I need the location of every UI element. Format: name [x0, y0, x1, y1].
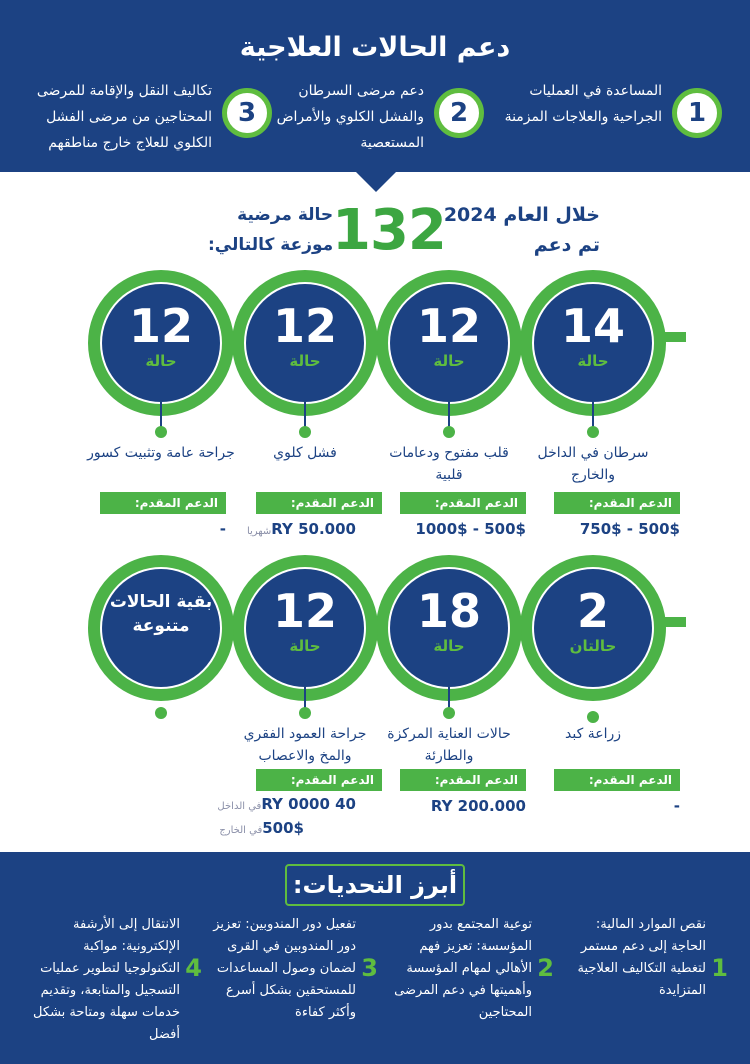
support-label: الدعم المقدم: [554, 492, 680, 514]
case-unit: حالة [577, 352, 609, 370]
challenge-text: الانتقال إلى الأرشفة الإلكترونية: مواكبة التكنولوجيا لتطوير عمليات التسجيل والمتابعة، وتقديم خدمات سهلة ومتاحة بشكل أفضل [33, 917, 180, 1042]
case-label: جراحة العمود الفقري والمخ والاعصاب [243, 726, 367, 764]
case-count: 12 [416, 299, 481, 353]
intro-number: 1 [672, 88, 722, 138]
challenge-number: 3 [361, 954, 378, 982]
support-value: - [219, 520, 226, 538]
support-value: 40 0000 RYفي الداخل [217, 795, 356, 813]
summary-cases: حالة مرضية [237, 205, 334, 225]
support-value: 500$ - 750$ [579, 520, 680, 538]
case-label: سرطان في الداخل والخارج [537, 445, 649, 483]
case-label: قلب مفتوح ودعامات قلبية [389, 445, 509, 483]
case-circle-surgery [102, 284, 220, 402]
summary-left [208, 200, 333, 260]
support-value-abroad: 500$في الخارج [219, 819, 304, 837]
challenge-text: تفعيل دور المندوبين: تعزيز دور المندوبين في القرى لضمان وصول المساعدات للمستحقين بشكل أسرع وأكثر كفاءة [213, 917, 356, 1020]
page-title: دعم الحالات العلاجية [239, 32, 511, 63]
header-panel [0, 0, 750, 172]
intro-text: المساعدة في العمليات الجراحية والعلاجات المزمنة [504, 83, 662, 125]
intro-item-3 [20, 78, 280, 158]
case-count: 12 [272, 584, 337, 638]
case-circle-kidney [246, 284, 364, 402]
challenge-number: 1 [711, 954, 728, 982]
case-label: جراحة عامة وتثبيت كسور [87, 445, 235, 461]
intro-number: 3 [222, 88, 272, 138]
support-value: 200.000 RY [430, 797, 526, 815]
support-value: 50.000 RYشهريا [246, 520, 356, 538]
case-circle-heart [390, 284, 508, 402]
support-value: 500$ - 1000$ [415, 520, 526, 538]
case-unit: حالة [433, 352, 465, 370]
case-circle-other [102, 569, 220, 687]
support-label: الدعم المقدم: [400, 769, 526, 791]
other-cases-text: بقية الحالات متنوعة [109, 592, 213, 636]
case-unit: حالتان [569, 637, 617, 655]
stem-dot [587, 711, 599, 723]
stem-dot [155, 426, 167, 438]
case-unit: حالة [433, 637, 465, 655]
intro-text: دعم مرضى السرطان والفشل الكلوي والأمراض المستعصية [276, 83, 424, 151]
stem-dot [443, 707, 455, 719]
case-circle-liver [534, 569, 652, 687]
challenge-item-3 [198, 914, 378, 1054]
challenge-number: 2 [537, 954, 554, 982]
intro-number: 2 [434, 88, 484, 138]
case-count: 12 [272, 299, 337, 353]
summary-headline [150, 196, 600, 266]
support-label: الدعم المقدم: [400, 492, 526, 514]
stem-dot [587, 426, 599, 438]
intro-item-2 [262, 78, 492, 158]
summary-supported: تم دعم [533, 234, 600, 256]
summary-number: 132 [332, 198, 446, 263]
challenges-title: أبرز التحديات: [285, 864, 465, 906]
challenges-panel [0, 852, 750, 1064]
case-label: زراعة كبد [565, 726, 621, 742]
challenge-item-1 [548, 914, 728, 1054]
case-count: 14 [560, 299, 625, 353]
case-circle-cancer [534, 284, 652, 402]
intro-item-1 [500, 78, 730, 158]
header-pointer [354, 170, 398, 192]
support-label: الدعم المقدم: [256, 492, 382, 514]
summary-distribution: موزعة كالتالي: [208, 235, 334, 255]
case-circle-icu [390, 569, 508, 687]
stem-dot [299, 426, 311, 438]
stem-dot [155, 707, 167, 719]
case-unit: حالة [289, 637, 321, 655]
stem-dot [443, 426, 455, 438]
case-count: 12 [128, 299, 193, 353]
case-unit: حالة [145, 352, 177, 370]
case-label: فشل كلوي [273, 445, 337, 461]
intro-text: تكاليف النقل والإقامة للمرضى المحتاجين من مرضى الفشل الكلوي للعلاج خارج مناطقهم [36, 83, 212, 151]
case-label: حالات العناية المركزة والطارئة [387, 726, 511, 764]
challenge-text: توعية المجتمع بدور المؤسسة: تعزيز فهم الأهالي لمهام المؤسسة وأهميتها في دعم المرضى المحتاجين [394, 917, 532, 1020]
support-value: - [673, 797, 680, 815]
summary-right [444, 200, 600, 260]
case-circle-spine [246, 569, 364, 687]
challenge-item-2 [374, 914, 554, 1054]
challenge-number: 4 [185, 954, 202, 982]
support-label: الدعم المقدم: [100, 492, 226, 514]
challenge-text: نقص الموارد المالية: الحاجة إلى دعم مستمر لتغطية التكاليف العلاجية المتزايدة [577, 917, 706, 998]
case-count: 18 [416, 584, 481, 638]
stem-dot [299, 707, 311, 719]
challenge-item-4 [22, 914, 202, 1054]
case-count: 2 [576, 584, 609, 638]
support-label: الدعم المقدم: [256, 769, 382, 791]
support-label: الدعم المقدم: [554, 769, 680, 791]
summary-year: خلال العام 2024 [443, 204, 600, 226]
case-unit: حالة [289, 352, 321, 370]
